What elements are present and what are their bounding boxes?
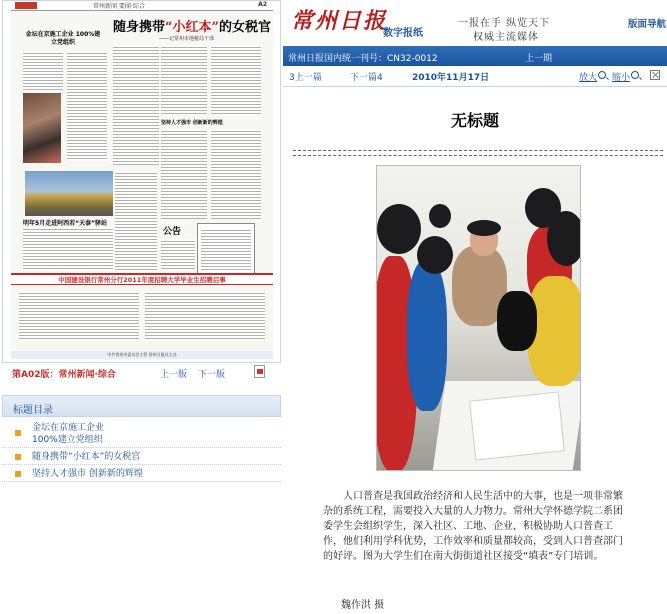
issue-date: 2010年11月17日 [412,73,490,83]
article-author: 魏作洪 摄 [341,600,385,611]
notice-heading: 公告 [163,227,182,237]
title-item-label[interactable]: 金坛在京施工企业 100%建立党组织 [32,423,105,445]
text-column [211,45,261,115]
text-column [161,45,207,115]
site-header [283,0,667,44]
text-column [211,129,261,219]
next-page-link[interactable]: 下一版 [198,370,226,380]
slogan-line-2: 权威主流媒体 [473,32,539,43]
photo-person [407,261,447,411]
titles-heading: 标题目录 [2,395,281,417]
text-column [161,239,195,271]
title-item-label[interactable]: 坚持人才强市 创新新的辉煌 [32,469,143,479]
article-photo[interactable] [376,165,581,471]
layout-navigation-link[interactable]: 版面导航 [628,19,667,30]
divider [283,86,667,87]
title-item[interactable] [2,420,281,448]
photo-person-head [377,204,421,254]
newspaper-logo [15,2,37,9]
zoom-out-icon[interactable] [631,71,639,79]
title-item[interactable] [2,449,281,465]
info-bar [283,46,667,66]
prev-page-link[interactable]: 上一版 [160,370,188,380]
brand-logo[interactable]: 常州日报 [291,8,388,34]
main-headline-prefix: 随身携带 [113,20,166,35]
slogan-line-1: 一报在手 纵览天下 [458,18,551,29]
newspaper-photo-arch [25,171,113,216]
next-article-link[interactable]: 下一篇4 [350,73,383,83]
previous-issue-link[interactable]: 上一期 [525,54,553,64]
text-column [113,45,159,165]
brand-subtitle: 数字报纸 [383,28,423,39]
zoom-in-icon[interactable] [598,71,606,79]
article-title: 无标题 [450,111,499,130]
photo-person-head [417,236,453,274]
photo-caption[interactable]: 明年5月走进阿西若“天泰”驿站 [23,220,108,227]
masthead-page-code: A2 [258,1,267,8]
photo-person-head [547,211,581,266]
photo-person-head [429,204,451,228]
newspaper-photo [23,93,61,163]
newspaper-thumbnail-frame [2,0,281,363]
left-panel [0,0,283,614]
current-page-label: 第A02版：常州新闻·综合 [12,370,116,380]
main-headline-sub: ——记常州市地税局干部 [159,36,215,42]
text-column [161,129,207,219]
title-divider [293,150,663,156]
bullet-icon [15,454,21,460]
pdf-icon[interactable] [254,365,265,378]
article-navigation [283,70,667,84]
photo-person-head [467,220,501,236]
main-headline-suffix: 的女税官 [218,20,271,35]
bullet-icon [15,471,21,477]
close-icon[interactable] [650,70,660,80]
ad-text [145,291,265,341]
zoom-in-link[interactable]: 放大 [579,73,598,83]
text-column [115,171,157,271]
page-navigation [8,365,278,381]
zoom-out-link[interactable]: 缩小 [612,73,631,83]
registration-number: 常州日报国内统一刊号：CN32-0012 [288,54,438,64]
newspaper-masthead [11,1,273,11]
info-box [197,223,255,275]
left-headline[interactable]: 金坛在京施工企业 100%建立党组织 [25,31,101,46]
text-column [23,51,63,91]
article-body: 人口普查是我国政治经济和人民生活中的大事，也是一项非常繁杂的系统工程，需要投入大量的人力物力。常州大学怀德学院二系团委学生会组织学生，深入社区、工地、企业，积极协助人口普查工作，他们利用学科优势，工作效率和质量都较高，受到人口普查部门的好评。图为大学生们在南大街街道社区接受“填表”专门培训。 [323,491,623,562]
newspaper-footer: 中共常州市委员会主管 常州日报社主办 [11,351,273,359]
title-item[interactable] [2,466,281,482]
ad-banner[interactable]: 中国建设银行常州分行2011年度招聘大学毕业生招聘启事 [11,273,273,285]
ad-text [19,291,139,341]
prev-article-link[interactable]: 3上一篇 [289,73,322,83]
bullet-icon [15,430,21,436]
main-headline[interactable] [113,16,271,35]
text-column [23,227,113,271]
main-headline-red: “小红本” [165,20,219,35]
masthead-section: 常州新闻 要闻·综合 [93,3,145,10]
text-column [67,51,107,161]
photo-papers [469,391,565,460]
title-item-label[interactable]: 随身携带“小红本”的女税官 [32,452,141,462]
subheadline[interactable]: 坚持人才强市 创新新的辉煌 [161,120,223,126]
article-panel [283,0,667,614]
photo-person [497,291,537,351]
newspaper-page-thumbnail[interactable] [11,1,273,359]
text-column [201,228,251,270]
